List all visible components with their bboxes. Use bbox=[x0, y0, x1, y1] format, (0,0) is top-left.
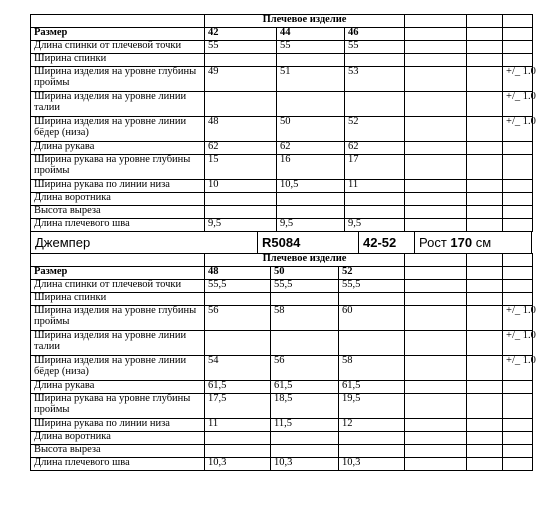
measurement-value bbox=[345, 54, 405, 67]
measurement-value bbox=[345, 206, 405, 219]
measurement-label: Длина спинки от плечевой точки bbox=[31, 41, 205, 54]
measurement-value: 53 bbox=[345, 67, 405, 92]
measurement-label: Ширина изделия на уровне линии талии bbox=[31, 92, 205, 117]
empty-cell bbox=[405, 206, 467, 219]
size-column-header: 52 bbox=[339, 267, 405, 280]
empty-cell bbox=[405, 458, 467, 471]
measurement-value bbox=[205, 206, 277, 219]
empty-cell bbox=[503, 254, 533, 267]
table-row bbox=[31, 331, 533, 356]
measurement-label: Длина плечевого шва bbox=[31, 458, 205, 471]
tolerance-cell bbox=[503, 394, 533, 419]
size-column-header: 44 bbox=[277, 28, 345, 41]
empty-cell bbox=[467, 117, 503, 142]
measurement-value: 11 bbox=[345, 180, 405, 193]
table-row bbox=[31, 206, 533, 219]
empty-cell bbox=[467, 293, 503, 306]
measurement-value: 55,5 bbox=[339, 280, 405, 293]
table-row bbox=[31, 432, 533, 445]
empty-cell bbox=[467, 432, 503, 445]
table-row bbox=[31, 41, 533, 54]
measurement-label: Ширина изделия на уровне глубины проймы bbox=[31, 67, 205, 92]
measurement-value bbox=[205, 331, 271, 356]
measurement-value: 58 bbox=[339, 356, 405, 381]
measurement-value: 55,5 bbox=[205, 280, 271, 293]
tolerance-cell bbox=[503, 180, 533, 193]
measurement-value bbox=[205, 92, 277, 117]
tolerance-cell bbox=[503, 280, 533, 293]
size-column-header: 42 bbox=[205, 28, 277, 41]
measurement-value bbox=[271, 445, 339, 458]
empty-cell bbox=[467, 381, 503, 394]
tolerance-cell: +/_ 1.0 bbox=[503, 92, 533, 117]
measurement-value: 56 bbox=[271, 356, 339, 381]
empty-cell bbox=[467, 419, 503, 432]
tolerance-cell bbox=[503, 41, 533, 54]
measurement-value: 62 bbox=[345, 142, 405, 155]
height-unit: см bbox=[475, 235, 492, 250]
measurement-sheet bbox=[30, 14, 536, 471]
size-header: Размер bbox=[31, 28, 205, 41]
measurement-value: 17,5 bbox=[205, 394, 271, 419]
measurement-value bbox=[339, 331, 405, 356]
empty-cell bbox=[405, 117, 467, 142]
table-row bbox=[31, 293, 533, 306]
tolerance-cell: +/_ 1.0 bbox=[503, 117, 533, 142]
measurement-value: 15 bbox=[205, 155, 277, 180]
empty-cell bbox=[405, 280, 467, 293]
table-row bbox=[31, 142, 533, 155]
measurement-value: 11 bbox=[205, 419, 271, 432]
size-table-1 bbox=[30, 14, 536, 232]
empty-cell bbox=[467, 356, 503, 381]
size-column-header bbox=[503, 267, 533, 280]
measurement-value bbox=[339, 445, 405, 458]
measurement-label: Длина плечевого шва bbox=[31, 219, 205, 232]
size-column-header bbox=[405, 28, 467, 41]
header-row bbox=[31, 28, 533, 41]
tolerance-cell: +/_ 1.0 bbox=[503, 67, 533, 92]
table-row bbox=[31, 306, 533, 331]
table-title: Плечевое изделие bbox=[205, 15, 405, 28]
empty-cell bbox=[467, 394, 503, 419]
product-name: Джемпер bbox=[31, 232, 258, 253]
measurement-label: Длина воротника bbox=[31, 193, 205, 206]
measurement-value: 49 bbox=[205, 67, 277, 92]
table-row bbox=[31, 219, 533, 232]
empty-cell bbox=[467, 254, 503, 267]
table-row bbox=[31, 117, 533, 142]
measurement-value bbox=[339, 432, 405, 445]
measurement-value: 9,5 bbox=[205, 219, 277, 232]
measurement-value bbox=[277, 92, 345, 117]
tolerance-cell: +/_ 1.0 bbox=[503, 306, 533, 331]
size-column-header bbox=[503, 28, 533, 41]
measurement-value: 61,5 bbox=[205, 381, 271, 394]
measurement-value: 55 bbox=[345, 41, 405, 54]
measurement-label: Длина спинки от плечевой точки bbox=[31, 280, 205, 293]
size-table-2 bbox=[30, 253, 536, 471]
tolerance-cell bbox=[503, 432, 533, 445]
empty-cell bbox=[467, 458, 503, 471]
empty-cell bbox=[405, 67, 467, 92]
table-row bbox=[31, 193, 533, 206]
measurement-value bbox=[271, 432, 339, 445]
empty-cell bbox=[467, 206, 503, 219]
size-column-header: 50 bbox=[271, 267, 339, 280]
empty-cell bbox=[467, 67, 503, 92]
empty-cell bbox=[405, 394, 467, 419]
measurement-value bbox=[271, 331, 339, 356]
measurement-value bbox=[277, 206, 345, 219]
empty-cell bbox=[405, 381, 467, 394]
empty-cell bbox=[467, 41, 503, 54]
tolerance-cell bbox=[503, 54, 533, 67]
measurement-value: 55 bbox=[205, 41, 277, 54]
table-row bbox=[31, 356, 533, 381]
empty-cell bbox=[405, 180, 467, 193]
tolerance-cell bbox=[503, 219, 533, 232]
empty-cell bbox=[405, 142, 467, 155]
measurement-label: Ширина рукава на уровне глубины проймы bbox=[31, 155, 205, 180]
measurement-label: Ширина рукава по линии низа bbox=[31, 419, 205, 432]
table-row bbox=[31, 394, 533, 419]
tolerance-cell bbox=[503, 155, 533, 180]
measurement-label: Высота выреза bbox=[31, 206, 205, 219]
table-row bbox=[31, 67, 533, 92]
measurement-value: 62 bbox=[277, 142, 345, 155]
measurement-value: 55 bbox=[277, 41, 345, 54]
measurement-label: Длина рукава bbox=[31, 381, 205, 394]
measurement-value bbox=[345, 193, 405, 206]
tolerance-cell bbox=[503, 142, 533, 155]
height-label: Рост bbox=[419, 235, 447, 250]
measurement-value: 19,5 bbox=[339, 394, 405, 419]
measurement-label: Длина воротника bbox=[31, 432, 205, 445]
height-info bbox=[415, 232, 531, 253]
measurement-value: 9,5 bbox=[345, 219, 405, 232]
tolerance-cell bbox=[503, 193, 533, 206]
table-row bbox=[31, 180, 533, 193]
table-row bbox=[31, 445, 533, 458]
measurement-value bbox=[345, 92, 405, 117]
empty-cell bbox=[405, 306, 467, 331]
size-header: Размер bbox=[31, 267, 205, 280]
empty-cell bbox=[467, 193, 503, 206]
tolerance-cell: +/_ 1.0 bbox=[503, 331, 533, 356]
empty-cell bbox=[405, 356, 467, 381]
measurement-value: 52 bbox=[345, 117, 405, 142]
measurement-label: Ширина изделия на уровне линии бёдер (низа) bbox=[31, 117, 205, 142]
table-row bbox=[31, 54, 533, 67]
measurement-value bbox=[205, 193, 277, 206]
measurement-value: 9,5 bbox=[277, 219, 345, 232]
empty-cell bbox=[405, 41, 467, 54]
measurement-label: Высота выреза bbox=[31, 445, 205, 458]
empty-cell bbox=[405, 155, 467, 180]
measurement-value: 61,5 bbox=[271, 381, 339, 394]
measurement-value: 10,3 bbox=[205, 458, 271, 471]
measurement-label: Ширина спинки bbox=[31, 54, 205, 67]
empty-cell bbox=[467, 180, 503, 193]
measurement-value: 54 bbox=[205, 356, 271, 381]
empty-cell bbox=[405, 254, 467, 267]
empty-cell bbox=[405, 445, 467, 458]
product-code: R5084 bbox=[258, 232, 359, 253]
empty-cell bbox=[467, 155, 503, 180]
table-row bbox=[31, 419, 533, 432]
table-row bbox=[31, 92, 533, 117]
empty-cell bbox=[467, 54, 503, 67]
tolerance-cell bbox=[503, 206, 533, 219]
empty-cell bbox=[405, 92, 467, 117]
measurement-label: Ширина изделия на уровне линии талии bbox=[31, 331, 205, 356]
empty-cell bbox=[405, 432, 467, 445]
measurement-label: Ширина рукава на уровне глубины проймы bbox=[31, 394, 205, 419]
measurement-value: 50 bbox=[277, 117, 345, 142]
header-row bbox=[31, 267, 533, 280]
measurement-label: Ширина изделия на уровне глубины проймы bbox=[31, 306, 205, 331]
empty-cell bbox=[405, 219, 467, 232]
size-column-header: 48 bbox=[205, 267, 271, 280]
measurement-value: 11,5 bbox=[271, 419, 339, 432]
measurement-label: Ширина изделия на уровне линии бёдер (низа) bbox=[31, 356, 205, 381]
table-row bbox=[31, 381, 533, 394]
empty-cell bbox=[503, 15, 533, 28]
empty-cell bbox=[405, 54, 467, 67]
measurement-value: 10 bbox=[205, 180, 277, 193]
table-row bbox=[31, 280, 533, 293]
empty-cell bbox=[467, 15, 503, 28]
size-column-header bbox=[467, 28, 503, 41]
measurement-value: 60 bbox=[339, 306, 405, 331]
tolerance-cell: +/_ 1.0 bbox=[503, 356, 533, 381]
measurement-value: 10,5 bbox=[277, 180, 345, 193]
empty-cell bbox=[405, 331, 467, 356]
size-column-header bbox=[467, 267, 503, 280]
empty-cell bbox=[467, 280, 503, 293]
table-title: Плечевое изделие bbox=[205, 254, 405, 267]
measurement-value: 10,3 bbox=[271, 458, 339, 471]
measurement-value: 17 bbox=[345, 155, 405, 180]
measurement-label: Ширина рукава по линии низа bbox=[31, 180, 205, 193]
title-corner-cell bbox=[31, 254, 205, 267]
empty-cell bbox=[467, 306, 503, 331]
empty-cell bbox=[467, 92, 503, 117]
measurement-value bbox=[271, 293, 339, 306]
measurement-label: Ширина спинки bbox=[31, 293, 205, 306]
tolerance-cell bbox=[503, 445, 533, 458]
measurement-value: 10,3 bbox=[339, 458, 405, 471]
height-value: 170 bbox=[450, 235, 473, 250]
table-row bbox=[31, 155, 533, 180]
measurement-value: 55,5 bbox=[271, 280, 339, 293]
measurement-value: 62 bbox=[205, 142, 277, 155]
measurement-value bbox=[205, 54, 277, 67]
measurement-value: 18,5 bbox=[271, 394, 339, 419]
title-row bbox=[31, 254, 533, 267]
empty-cell bbox=[467, 331, 503, 356]
measurement-value: 12 bbox=[339, 419, 405, 432]
title-row bbox=[31, 15, 533, 28]
empty-cell bbox=[405, 293, 467, 306]
empty-cell bbox=[405, 15, 467, 28]
measurement-value: 51 bbox=[277, 67, 345, 92]
product-info-bar bbox=[30, 232, 532, 253]
measurement-value bbox=[339, 293, 405, 306]
empty-cell bbox=[467, 219, 503, 232]
measurement-value: 58 bbox=[271, 306, 339, 331]
measurement-value: 61,5 bbox=[339, 381, 405, 394]
measurement-label: Длина рукава bbox=[31, 142, 205, 155]
measurement-value: 56 bbox=[205, 306, 271, 331]
title-corner-cell bbox=[31, 15, 205, 28]
size-range: 42-52 bbox=[359, 232, 415, 253]
tolerance-cell bbox=[503, 293, 533, 306]
empty-cell bbox=[467, 445, 503, 458]
tolerance-cell bbox=[503, 381, 533, 394]
tolerance-cell bbox=[503, 458, 533, 471]
measurement-value: 16 bbox=[277, 155, 345, 180]
measurement-value bbox=[277, 54, 345, 67]
measurement-value bbox=[205, 432, 271, 445]
size-column-header bbox=[405, 267, 467, 280]
measurement-value: 48 bbox=[205, 117, 277, 142]
table-row bbox=[31, 458, 533, 471]
tolerance-cell bbox=[503, 419, 533, 432]
empty-cell bbox=[405, 193, 467, 206]
empty-cell bbox=[405, 419, 467, 432]
measurement-value bbox=[205, 445, 271, 458]
measurement-value bbox=[277, 193, 345, 206]
measurement-value bbox=[205, 293, 271, 306]
empty-cell bbox=[467, 142, 503, 155]
size-column-header: 46 bbox=[345, 28, 405, 41]
